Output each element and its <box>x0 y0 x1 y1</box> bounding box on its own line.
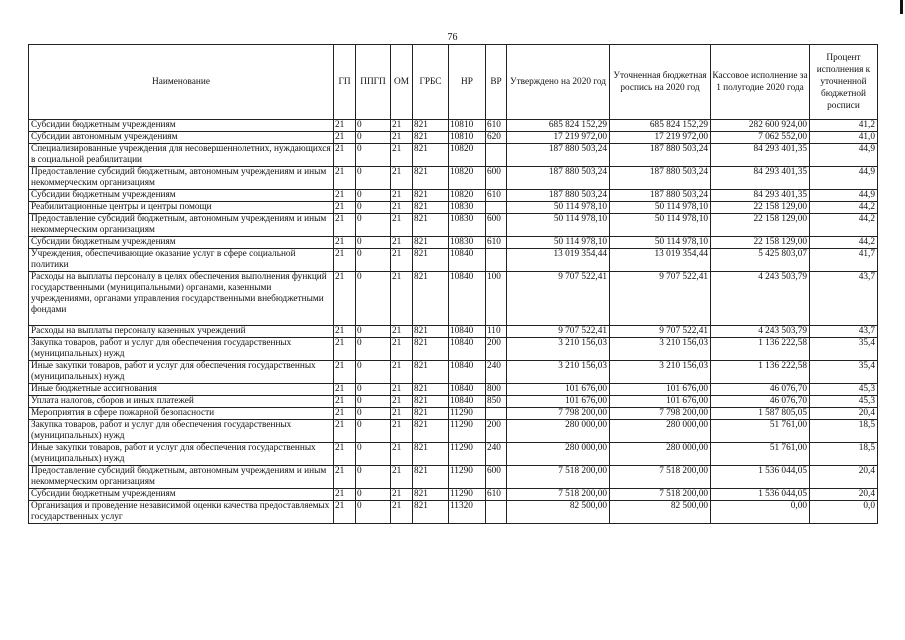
row-grbs-cell: 821 <box>413 443 449 466</box>
row-grbs-cell: 821 <box>413 167 449 190</box>
row-om-cell: 21 <box>391 361 413 384</box>
row-nr-cell: 10840 <box>449 396 486 408</box>
row-gp-cell: 21 <box>334 237 356 249</box>
row-approved-cell: 101 676,00 <box>507 396 610 408</box>
row-grbs-cell: 821 <box>413 132 449 144</box>
row-gp-cell: 21 <box>334 501 356 524</box>
row-refined-cell: 13 019 354,44 <box>610 249 711 272</box>
row-cash-cell: 1 136 222,58 <box>711 338 810 361</box>
row-grbs-cell: 821 <box>413 144 449 167</box>
row-approved-cell: 187 880 503,24 <box>507 190 610 202</box>
row-gp-cell: 21 <box>334 120 356 132</box>
row-grbs-cell: 821 <box>413 272 449 326</box>
table-row <box>29 408 878 420</box>
row-cash-cell: 22 158 129,00 <box>711 237 810 249</box>
row-om-cell: 21 <box>391 408 413 420</box>
row-om-cell: 21 <box>391 420 413 443</box>
row-nr-cell: 10840 <box>449 326 486 338</box>
row-cash-cell: 51 761,00 <box>711 420 810 443</box>
row-om-cell: 21 <box>391 326 413 338</box>
row-approved-cell: 82 500,00 <box>507 501 610 524</box>
row-approved-cell: 50 114 978,10 <box>507 202 610 214</box>
row-approved-cell: 9 707 522,41 <box>507 326 610 338</box>
row-cash-cell: 46 076,70 <box>711 384 810 396</box>
page-edge-mark <box>900 0 903 14</box>
table-row <box>29 326 878 338</box>
row-vr-cell: 600 <box>486 167 507 190</box>
row-gp-cell: 21 <box>334 202 356 214</box>
row-gp-cell: 21 <box>334 167 356 190</box>
row-gp-cell: 21 <box>334 489 356 501</box>
row-nr-cell: 10840 <box>449 361 486 384</box>
row-approved-cell: 280 000,00 <box>507 443 610 466</box>
row-refined-cell: 50 114 978,10 <box>610 202 711 214</box>
page-number: 76 <box>447 32 458 43</box>
header-name: Наименование <box>29 45 334 120</box>
row-approved-cell: 9 707 522,41 <box>507 272 610 326</box>
row-om-cell: 21 <box>391 396 413 408</box>
row-refined-cell: 3 210 156,03 <box>610 361 711 384</box>
row-nr-cell: 10820 <box>449 167 486 190</box>
row-refined-cell: 101 676,00 <box>610 396 711 408</box>
row-nr-cell: 11290 <box>449 489 486 501</box>
row-name-cell: Субсидии бюджетным учреждениям <box>29 489 334 501</box>
row-grbs-cell: 821 <box>413 214 449 237</box>
row-name-cell: Предоставление субсидий бюджетным, автономным учреждениям и иным некоммерческим организациям <box>29 466 334 489</box>
row-cash-cell: 282 600 924,00 <box>711 120 810 132</box>
row-grbs-cell: 821 <box>413 384 449 396</box>
row-gp-cell: 21 <box>334 408 356 420</box>
row-grbs-cell: 821 <box>413 237 449 249</box>
row-ppgp-cell: 0 <box>356 408 391 420</box>
row-om-cell: 21 <box>391 443 413 466</box>
row-approved-cell: 17 219 972,00 <box>507 132 610 144</box>
row-name-cell: Иные закупки товаров, работ и услуг для обеспечения государственных (муниципальных) нужд <box>29 361 334 384</box>
row-vr-cell <box>486 202 507 214</box>
row-vr-cell: 200 <box>486 338 507 361</box>
row-name-cell: Расходы на выплаты персоналу казенных учреждений <box>29 326 334 338</box>
row-nr-cell: 10840 <box>449 338 486 361</box>
row-name-cell: Учреждения, обеспечивающие оказание услуг в сфере социальной политики <box>29 249 334 272</box>
row-refined-cell: 7 518 200,00 <box>610 489 711 501</box>
row-refined-cell: 7 798 200,00 <box>610 408 711 420</box>
row-vr-cell: 600 <box>486 466 507 489</box>
row-nr-cell: 10830 <box>449 214 486 237</box>
row-vr-cell <box>486 408 507 420</box>
row-percent-cell: 44,9 <box>810 144 878 167</box>
row-om-cell: 21 <box>391 466 413 489</box>
row-percent-cell: 20,4 <box>810 489 878 501</box>
row-cash-cell: 1 536 044,05 <box>711 466 810 489</box>
row-nr-cell: 10810 <box>449 132 486 144</box>
row-refined-cell: 280 000,00 <box>610 420 711 443</box>
row-om-cell: 21 <box>391 144 413 167</box>
row-vr-cell: 600 <box>486 214 507 237</box>
row-percent-cell: 41,2 <box>810 120 878 132</box>
row-ppgp-cell: 0 <box>356 144 391 167</box>
row-ppgp-cell: 0 <box>356 132 391 144</box>
row-refined-cell: 9 707 522,41 <box>610 272 711 326</box>
row-gp-cell: 21 <box>334 384 356 396</box>
row-name-cell: Организация и проведение независимой оценки качества предоставляемых государственных услуг <box>29 501 334 524</box>
row-percent-cell: 35,4 <box>810 361 878 384</box>
row-nr-cell: 10840 <box>449 272 486 326</box>
row-percent-cell: 44,2 <box>810 237 878 249</box>
row-ppgp-cell: 0 <box>356 489 391 501</box>
header-vr: ВР <box>486 45 507 120</box>
row-cash-cell: 0,00 <box>711 501 810 524</box>
row-name-cell: Мероприятия в сфере пожарной безопасности <box>29 408 334 420</box>
row-nr-cell: 10840 <box>449 249 486 272</box>
row-grbs-cell: 821 <box>413 501 449 524</box>
row-name-cell: Субсидии бюджетным учреждениям <box>29 120 334 132</box>
row-approved-cell: 7 518 200,00 <box>507 489 610 501</box>
row-percent-cell: 35,4 <box>810 338 878 361</box>
row-cash-cell: 84 293 401,35 <box>711 167 810 190</box>
row-vr-cell: 610 <box>486 489 507 501</box>
row-cash-cell: 84 293 401,35 <box>711 144 810 167</box>
row-vr-cell: 110 <box>486 326 507 338</box>
row-name-cell: Предоставление субсидий бюджетным, автономным учреждениям и иным некоммерческим организациям <box>29 214 334 237</box>
row-grbs-cell: 821 <box>413 190 449 202</box>
row-percent-cell: 43,7 <box>810 272 878 326</box>
row-om-cell: 21 <box>391 167 413 190</box>
row-percent-cell: 45,3 <box>810 396 878 408</box>
table-row <box>29 214 878 237</box>
row-grbs-cell: 821 <box>413 361 449 384</box>
header-grbs: ГРБС <box>413 45 449 120</box>
row-cash-cell: 1 536 044,05 <box>711 489 810 501</box>
row-gp-cell: 21 <box>334 361 356 384</box>
row-gp-cell: 21 <box>334 443 356 466</box>
row-cash-cell: 84 293 401,35 <box>711 190 810 202</box>
row-nr-cell: 11290 <box>449 408 486 420</box>
row-ppgp-cell: 0 <box>356 326 391 338</box>
row-om-cell: 21 <box>391 489 413 501</box>
row-ppgp-cell: 0 <box>356 190 391 202</box>
table-row <box>29 132 878 144</box>
row-om-cell: 21 <box>391 338 413 361</box>
row-om-cell: 21 <box>391 249 413 272</box>
row-name-cell: Реабилитационные центры и центры помощи <box>29 202 334 214</box>
row-name-cell: Закупка товаров, работ и услуг для обеспечения государственных (муниципальных) нужд <box>29 338 334 361</box>
row-gp-cell: 21 <box>334 396 356 408</box>
row-gp-cell: 21 <box>334 326 356 338</box>
row-vr-cell: 240 <box>486 443 507 466</box>
row-om-cell: 21 <box>391 190 413 202</box>
table-row <box>29 120 878 132</box>
header-nr: НР <box>449 45 486 120</box>
row-gp-cell: 21 <box>334 466 356 489</box>
row-name-cell: Субсидии бюджетным учреждениям <box>29 237 334 249</box>
header-refined: Уточненная бюджетная роспись на 2020 год <box>610 45 711 120</box>
row-gp-cell: 21 <box>334 132 356 144</box>
row-percent-cell: 44,2 <box>810 214 878 237</box>
table-row <box>29 338 878 361</box>
row-ppgp-cell: 0 <box>356 237 391 249</box>
row-grbs-cell: 821 <box>413 489 449 501</box>
row-om-cell: 21 <box>391 214 413 237</box>
row-name-cell: Расходы на выплаты персоналу в целях обеспечения выполнения функций государственными (муниципальными) органами, казенными учреждениями, органами управления государственными внебюджетными фондами <box>29 272 334 326</box>
row-refined-cell: 280 000,00 <box>610 443 711 466</box>
row-cash-cell: 46 076,70 <box>711 396 810 408</box>
row-approved-cell: 101 676,00 <box>507 384 610 396</box>
row-nr-cell: 11290 <box>449 443 486 466</box>
row-cash-cell: 7 062 552,00 <box>711 132 810 144</box>
table-row <box>29 489 878 501</box>
row-grbs-cell: 821 <box>413 338 449 361</box>
header-gp: ГП <box>334 45 356 120</box>
row-ppgp-cell: 0 <box>356 501 391 524</box>
table-body <box>29 120 878 524</box>
table-row <box>29 190 878 202</box>
row-refined-cell: 82 500,00 <box>610 501 711 524</box>
table-row <box>29 237 878 249</box>
row-ppgp-cell: 0 <box>356 361 391 384</box>
row-gp-cell: 21 <box>334 190 356 202</box>
row-gp-cell: 21 <box>334 249 356 272</box>
row-ppgp-cell: 0 <box>356 202 391 214</box>
row-grbs-cell: 821 <box>413 120 449 132</box>
row-name-cell: Уплата налогов, сборов и иных платежей <box>29 396 334 408</box>
row-percent-cell: 43,7 <box>810 326 878 338</box>
row-refined-cell: 50 114 978,10 <box>610 214 711 237</box>
row-vr-cell: 240 <box>486 361 507 384</box>
row-cash-cell: 4 243 503,79 <box>711 272 810 326</box>
row-percent-cell: 45,3 <box>810 384 878 396</box>
row-nr-cell: 11290 <box>449 420 486 443</box>
row-percent-cell: 44,9 <box>810 167 878 190</box>
row-refined-cell: 17 219 972,00 <box>610 132 711 144</box>
row-grbs-cell: 821 <box>413 420 449 443</box>
row-ppgp-cell: 0 <box>356 396 391 408</box>
row-ppgp-cell: 0 <box>356 466 391 489</box>
row-grbs-cell: 821 <box>413 396 449 408</box>
row-om-cell: 21 <box>391 237 413 249</box>
row-approved-cell: 7 798 200,00 <box>507 408 610 420</box>
row-cash-cell: 1 587 805,05 <box>711 408 810 420</box>
table-header-row <box>29 45 878 120</box>
row-vr-cell <box>486 249 507 272</box>
row-cash-cell: 1 136 222,58 <box>711 361 810 384</box>
row-refined-cell: 187 880 503,24 <box>610 144 711 167</box>
row-gp-cell: 21 <box>334 144 356 167</box>
row-vr-cell: 100 <box>486 272 507 326</box>
row-grbs-cell: 821 <box>413 202 449 214</box>
row-percent-cell: 20,4 <box>810 408 878 420</box>
row-refined-cell: 3 210 156,03 <box>610 338 711 361</box>
table-row <box>29 466 878 489</box>
table-row <box>29 361 878 384</box>
row-percent-cell: 41,7 <box>810 249 878 272</box>
row-om-cell: 21 <box>391 132 413 144</box>
row-vr-cell: 850 <box>486 396 507 408</box>
row-cash-cell: 4 243 503,79 <box>711 326 810 338</box>
header-percent: Процент исполнения к уточненной бюджетной росписи <box>810 45 878 120</box>
row-refined-cell: 187 880 503,24 <box>610 167 711 190</box>
row-name-cell: Субсидии бюджетным учреждениям <box>29 190 334 202</box>
row-nr-cell: 10830 <box>449 237 486 249</box>
row-approved-cell: 187 880 503,24 <box>507 167 610 190</box>
row-ppgp-cell: 0 <box>356 443 391 466</box>
row-gp-cell: 21 <box>334 420 356 443</box>
row-ppgp-cell: 0 <box>356 384 391 396</box>
row-approved-cell: 3 210 156,03 <box>507 338 610 361</box>
row-nr-cell: 10840 <box>449 384 486 396</box>
row-ppgp-cell: 0 <box>356 120 391 132</box>
row-ppgp-cell: 0 <box>356 214 391 237</box>
table-row <box>29 420 878 443</box>
row-refined-cell: 685 824 152,29 <box>610 120 711 132</box>
table-row <box>29 384 878 396</box>
row-name-cell: Иные закупки товаров, работ и услуг для обеспечения государственных (муниципальных) нужд <box>29 443 334 466</box>
table-row <box>29 501 878 524</box>
table-row <box>29 249 878 272</box>
row-cash-cell: 5 425 803,07 <box>711 249 810 272</box>
row-vr-cell <box>486 144 507 167</box>
row-approved-cell: 13 019 354,44 <box>507 249 610 272</box>
row-percent-cell: 18,5 <box>810 443 878 466</box>
row-percent-cell: 41,0 <box>810 132 878 144</box>
row-refined-cell: 7 518 200,00 <box>610 466 711 489</box>
row-approved-cell: 3 210 156,03 <box>507 361 610 384</box>
table-row <box>29 144 878 167</box>
row-approved-cell: 280 000,00 <box>507 420 610 443</box>
table-row <box>29 396 878 408</box>
row-nr-cell: 11290 <box>449 466 486 489</box>
row-grbs-cell: 821 <box>413 249 449 272</box>
row-approved-cell: 7 518 200,00 <box>507 466 610 489</box>
row-vr-cell <box>486 501 507 524</box>
table-row <box>29 202 878 214</box>
row-name-cell: Специализированные учреждения для несовершеннолетних, нуждающихся в социальной реабилитации <box>29 144 334 167</box>
row-grbs-cell: 821 <box>413 326 449 338</box>
row-grbs-cell: 821 <box>413 466 449 489</box>
row-cash-cell: 51 761,00 <box>711 443 810 466</box>
row-cash-cell: 22 158 129,00 <box>711 214 810 237</box>
row-ppgp-cell: 0 <box>356 420 391 443</box>
row-approved-cell: 685 824 152,29 <box>507 120 610 132</box>
header-om: ОМ <box>391 45 413 120</box>
row-refined-cell: 101 676,00 <box>610 384 711 396</box>
table-row <box>29 272 878 326</box>
row-approved-cell: 50 114 978,10 <box>507 237 610 249</box>
row-name-cell: Субсидии автономным учреждениям <box>29 132 334 144</box>
row-om-cell: 21 <box>391 202 413 214</box>
row-nr-cell: 10830 <box>449 202 486 214</box>
row-om-cell: 21 <box>391 272 413 326</box>
row-approved-cell: 50 114 978,10 <box>507 214 610 237</box>
row-cash-cell: 22 158 129,00 <box>711 202 810 214</box>
row-vr-cell: 610 <box>486 190 507 202</box>
row-name-cell: Предоставление субсидий бюджетным, автономным учреждениям и иным некоммерческим организациям <box>29 167 334 190</box>
row-nr-cell: 10820 <box>449 144 486 167</box>
row-ppgp-cell: 0 <box>356 338 391 361</box>
row-vr-cell: 620 <box>486 132 507 144</box>
table-row <box>29 167 878 190</box>
row-approved-cell: 187 880 503,24 <box>507 144 610 167</box>
row-refined-cell: 9 707 522,41 <box>610 326 711 338</box>
row-vr-cell: 200 <box>486 420 507 443</box>
row-ppgp-cell: 0 <box>356 272 391 326</box>
row-gp-cell: 21 <box>334 214 356 237</box>
row-ppgp-cell: 0 <box>356 167 391 190</box>
row-percent-cell: 20,4 <box>810 466 878 489</box>
header-approved: Утверждено на 2020 год <box>507 45 610 120</box>
row-refined-cell: 50 114 978,10 <box>610 237 711 249</box>
row-grbs-cell: 821 <box>413 408 449 420</box>
row-vr-cell: 610 <box>486 237 507 249</box>
row-percent-cell: 18,5 <box>810 420 878 443</box>
row-vr-cell: 610 <box>486 120 507 132</box>
row-nr-cell: 10810 <box>449 120 486 132</box>
row-om-cell: 21 <box>391 501 413 524</box>
row-nr-cell: 10820 <box>449 190 486 202</box>
header-cash: Кассовое исполнение за 1 полугодие 2020 года <box>711 45 810 120</box>
row-name-cell: Закупка товаров, работ и услуг для обеспечения государственных (муниципальных) нужд <box>29 420 334 443</box>
row-percent-cell: 44,9 <box>810 190 878 202</box>
row-refined-cell: 187 880 503,24 <box>610 190 711 202</box>
header-ppgp: ППГП <box>356 45 391 120</box>
row-om-cell: 21 <box>391 384 413 396</box>
row-ppgp-cell: 0 <box>356 249 391 272</box>
row-nr-cell: 11320 <box>449 501 486 524</box>
row-percent-cell: 0,0 <box>810 501 878 524</box>
row-vr-cell: 800 <box>486 384 507 396</box>
row-gp-cell: 21 <box>334 272 356 326</box>
row-percent-cell: 44,2 <box>810 202 878 214</box>
table-row <box>29 443 878 466</box>
row-gp-cell: 21 <box>334 338 356 361</box>
row-om-cell: 21 <box>391 120 413 132</box>
row-name-cell: Иные бюджетные ассигнования <box>29 384 334 396</box>
budget-table <box>28 44 878 524</box>
